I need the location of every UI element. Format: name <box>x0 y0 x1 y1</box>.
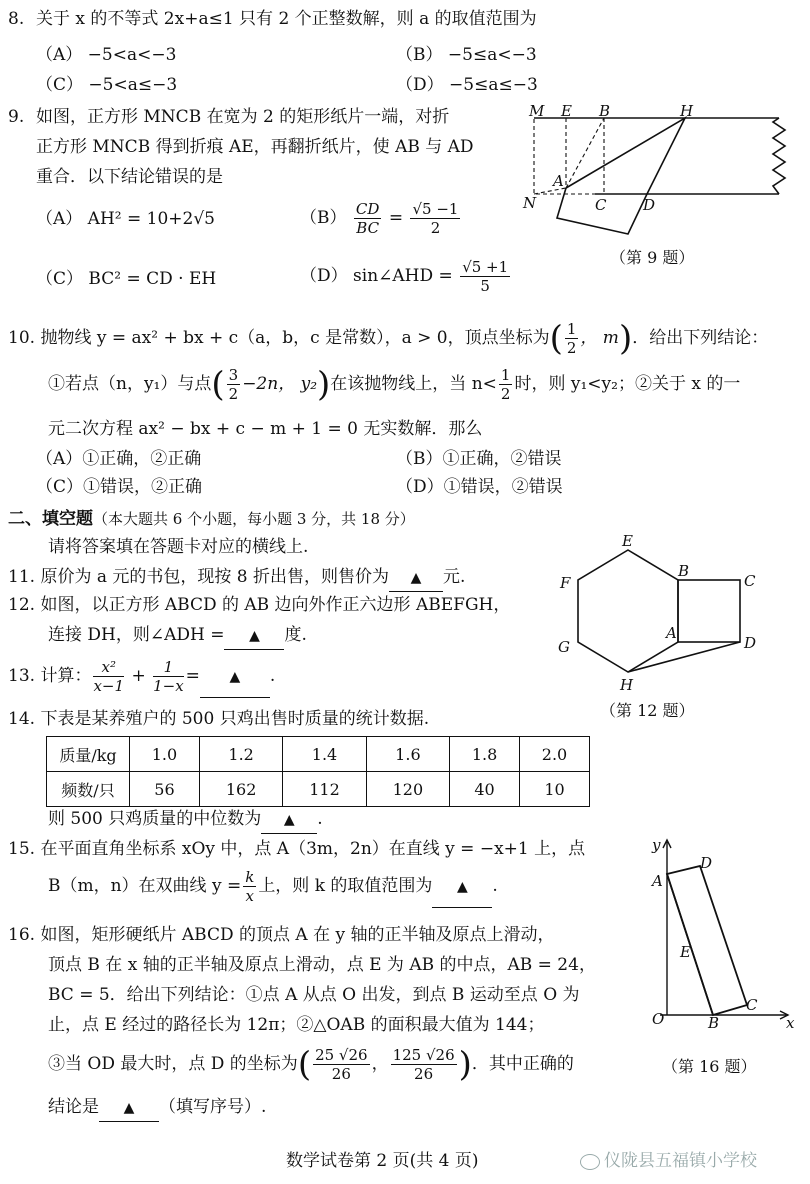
q10-line2-b: 在该抛物线上，当 n< <box>330 374 497 394</box>
table-row <box>47 737 590 772</box>
q9-figure <box>515 100 800 270</box>
table-cell: 1.6 <box>366 737 449 772</box>
q9-number: 9. <box>8 107 25 127</box>
section2-title: 二、填空题 <box>8 509 93 529</box>
q12-answer-blank[interactable]: ▲ <box>224 622 284 650</box>
q14-stem-text: 下表是某养殖户的 500 只鸡出售时质量的统计数据. <box>40 709 430 729</box>
table-cell: 120 <box>366 772 449 807</box>
q11-answer-blank[interactable]: ▲ <box>389 564 443 592</box>
q10-line2: ①若点（n，y₁）与点( $\frac{3}{2}$ −2n， y₂)在该抛物线上，当 n< $\frac{1}{2}$ 时，则 y₁<y₂；②关于 x 的一 <box>48 364 741 405</box>
q12-label-G: G <box>558 638 570 656</box>
q9-option-c: （C） BC² = CD · EH <box>36 269 217 289</box>
q9-label-N: N <box>523 194 537 212</box>
q12-line2-a: 连接 DH，则∠ADH = <box>48 625 225 645</box>
table-cell: 2.0 <box>520 737 590 772</box>
q13-label: 计算： <box>40 666 92 686</box>
q8-number: 8. <box>8 9 25 29</box>
q10-line1-b: ．给出下列结论： <box>632 328 769 348</box>
q12-label-A: A <box>666 624 677 642</box>
q10-line2-c: 时，则 y₁<y₂；②关于 x 的一 <box>514 374 741 394</box>
q10-option-b: （B）①正确，②错误 <box>396 449 562 469</box>
q12-caption: （第 12 题） <box>600 701 695 720</box>
table-cell: 10 <box>520 772 590 807</box>
q9-label-H: H <box>680 102 694 120</box>
q15-line1 <box>8 836 585 862</box>
q16-line6-b: （填写序号）. <box>159 1097 267 1117</box>
table-cell: 162 <box>199 772 282 807</box>
q10-vertex-m: ， m <box>580 328 619 348</box>
q13-answer-blank[interactable]: ▲ <box>200 656 270 698</box>
q8-option-c: （C） −5<a≤−3 <box>36 75 178 95</box>
q12-line1 <box>8 592 510 618</box>
q16-line5: ③当 OD 最大时，点 D 的坐标为( $\frac{25 √26}{26}$ ， $\frac{125 √26}{26}$ )．其中正确的 <box>48 1044 574 1085</box>
q14-table <box>46 736 590 807</box>
q11-text-b: 元. <box>443 567 466 587</box>
q13-equals: = <box>185 666 200 686</box>
q12-label-F: F <box>560 574 571 592</box>
q12-label-E: E <box>622 532 633 550</box>
q12-line2-b: 度. <box>284 625 307 645</box>
q12-label-H: H <box>620 676 634 694</box>
q16-coord-comma: ， <box>371 1054 389 1074</box>
q15-number: 15. <box>8 839 36 859</box>
q16-line6 <box>48 1094 266 1122</box>
q10-point2-rest: −2n， y₂ <box>242 374 318 394</box>
q12-number: 12. <box>8 595 36 615</box>
q11-text-a: 原价为 a 元的书包，现按 8 折出售，则售价为 <box>40 567 390 587</box>
q10-line1-a: 抛物线 y = ax² + bx + c（a，b，c 是常数），a > 0，顶点坐标为 <box>40 328 550 348</box>
q10-line1: 10. 抛物线 y = ax² + bx + c（a，b，c 是常数），a > 0，顶点坐标为( $\frac{1}{2}$ ， m)．给出下列结论： <box>8 318 769 359</box>
q9-option-d-label: （D） sin∠AHD = <box>300 266 453 286</box>
q16-answer-blank[interactable]: ▲ <box>99 1094 159 1122</box>
table-cell: 1.0 <box>130 737 200 772</box>
q9-label-M: M <box>529 102 545 120</box>
q15-line1-text: 在平面直角坐标系 xOy 中，点 A（3m，2n）在直线 y = −x+1 上，点 <box>40 839 586 859</box>
q16-label-y: y <box>652 836 661 854</box>
q12-line1-text: 如图，以正方形 ABCD 的 AB 边向外作正六边形 ABEFGH， <box>40 595 511 615</box>
q16-label-E: E <box>680 943 691 961</box>
q16-line4: 止，点 E 经过的路径长为 12π；②△OAB 的面积最大值为 144； <box>48 1015 545 1035</box>
q9-label-C: C <box>595 196 607 214</box>
q9-caption: （第 9 题） <box>610 248 695 267</box>
table-cell: 1.4 <box>283 737 366 772</box>
table-row <box>47 772 590 807</box>
q10-option-c: （C）①错误，②正确 <box>36 477 203 497</box>
table-cell: 1.8 <box>450 737 520 772</box>
q14-after-b: . <box>317 809 323 829</box>
q9-label-D: D <box>643 196 656 214</box>
q15-line2-c: . <box>492 876 498 896</box>
q16-line5-b: ．其中正确的 <box>471 1054 574 1074</box>
q13-fraction-1: $\frac{\text{x²}}{x-1}$ <box>93 658 125 695</box>
q10-half: $\frac{1}{2}$ <box>500 366 511 403</box>
q10-line3: 元二次方程 ax² − bx + c − m + 1 = 0 无实数解．那么 <box>48 419 483 439</box>
table-cell: 56 <box>130 772 200 807</box>
q14-after <box>48 806 323 834</box>
q8-stem: 关于 x 的不等式 2x+a≤1 只有 2 个正整数解，则 a 的取值范围为 <box>36 9 537 29</box>
q10-number: 10. <box>8 328 36 348</box>
q16-label-x: x <box>786 1014 795 1032</box>
q9-option-b-rhs: $\frac{√5 -1}{2}$ <box>412 200 459 237</box>
q15-line2 <box>48 866 498 908</box>
q14-row1-header: 质量/kg <box>47 737 130 772</box>
table-cell: 40 <box>450 772 520 807</box>
q9-label-E: E <box>561 102 572 120</box>
q10-vertex-x: $\frac{1}{2}$ <box>566 320 577 357</box>
q11 <box>8 564 465 592</box>
q9-stem-line3: 重合．以下结论错误的是 <box>36 167 223 187</box>
watermark-text: 仪陇县五福镇小学校 <box>604 1151 757 1171</box>
q10-option-a: （A）①正确，②正确 <box>36 449 202 469</box>
q16-label-C: C <box>746 996 758 1014</box>
q9-option-d <box>300 258 512 295</box>
section2-note: （本大题共 6 个小题，每小题 3 分，共 18 分） <box>93 510 415 528</box>
q15-answer-blank[interactable]: ▲ <box>432 866 492 908</box>
q16-number: 16. <box>8 925 36 945</box>
q11-number: 11. <box>8 567 36 587</box>
q9-option-d-rhs: $\frac{√5 +1}{5}$ <box>462 258 509 295</box>
q9-option-b: （B） $\frac{CD}{BC}$ = $\frac{√5 -1}{2}$ <box>300 200 459 237</box>
page-footer: 数学试卷第 2 页(共 4 页) <box>286 1151 479 1171</box>
section2-instruction: 请将答案填在答题卡对应的横线上. <box>48 537 309 557</box>
q16-caption: （第 16 题） <box>662 1057 757 1076</box>
q16-line6-a: 结论是 <box>48 1097 99 1117</box>
q10-option-d: （D）①错误，②错误 <box>396 477 563 497</box>
q12-line2 <box>48 622 307 650</box>
q16-coord-x: $\frac{25 √26}{26}$ <box>315 1046 368 1083</box>
wechat-icon <box>580 1154 600 1170</box>
q13-number: 13. <box>8 666 36 686</box>
q15-line2-b: 上，则 k 的取值范围为 <box>258 876 433 896</box>
q16-label-A: A <box>652 872 663 890</box>
section2-header <box>8 506 415 532</box>
q12-label-B: B <box>678 562 690 580</box>
q16-line2: 顶点 B 在 x 轴的正半轴及原点上滑动，点 E 为 AB 的中点，AB = 24， <box>48 955 596 975</box>
table-cell: 1.2 <box>199 737 282 772</box>
q12-label-D: D <box>744 634 757 652</box>
q16-line1-text: 如图，矩形硬纸片 ABCD 的顶点 A 在 y 轴的正半轴及原点上滑动， <box>40 925 555 945</box>
q9-stem-line2: 正方形 MNCB 得到折痕 AE，再翻折纸片，使 AB 与 AD <box>36 137 474 157</box>
q9-option-b-lhs: $\frac{CD}{BC}$ <box>355 200 380 237</box>
q12-label-C: C <box>744 572 756 590</box>
q10-point2-x: $\frac{3}{2}$ <box>228 366 239 403</box>
q8-option-d: （D） −5≤a≤−3 <box>396 75 538 95</box>
q13-fraction-2: $\frac{1}{1-x}$ <box>153 658 184 695</box>
q14-answer-blank[interactable]: ▲ <box>261 806 317 834</box>
q16-line1 <box>8 922 554 948</box>
q16-coord-y: $\frac{125 √26}{26}$ <box>392 1046 455 1083</box>
q12-figure <box>550 532 770 722</box>
q13-end: . <box>269 666 276 686</box>
q9-stem-line1: 如图，正方形 MNCB 在宽为 2 的矩形纸片一端，对折 <box>36 107 450 127</box>
q9-label-B: B <box>599 102 611 120</box>
q16-line5-a: ③当 OD 最大时，点 D 的坐标为 <box>48 1054 298 1074</box>
q8-option-b: （B） −5≤a<−3 <box>396 45 537 65</box>
q9-option-b-label: （B） <box>300 208 347 228</box>
q16-line3: BC = 5．给出下列结论：①点 A 从点 O 出发，到点 B 运动至点 O 为 <box>48 985 580 1005</box>
watermark <box>580 1146 757 1171</box>
q13-plus: + <box>131 666 146 686</box>
q14-after-a: 则 500 只鸡质量的中位数为 <box>48 809 262 829</box>
q9-option-a: （A） AH² = 10+2√5 <box>36 209 215 229</box>
table-cell: 112 <box>283 772 366 807</box>
q10-line2-a: ①若点（n，y₁）与点 <box>48 374 212 394</box>
q15-line2-a: B（m，n）在双曲线 y = <box>48 876 242 896</box>
q16-label-O: O <box>652 1010 665 1028</box>
q13 <box>8 656 275 698</box>
q14-number: 14. <box>8 709 36 729</box>
q16-label-B: B <box>708 1014 720 1032</box>
q14-row2-header: 频数/只 <box>47 772 130 807</box>
q14-stem <box>8 706 429 732</box>
q8-option-a: （A） −5<a<−3 <box>36 45 177 65</box>
q9-label-A: A <box>553 172 564 190</box>
q16-label-D: D <box>700 854 713 872</box>
q15-fraction: $\frac{k}{x}$ <box>245 868 255 905</box>
q16-figure <box>640 832 805 1082</box>
